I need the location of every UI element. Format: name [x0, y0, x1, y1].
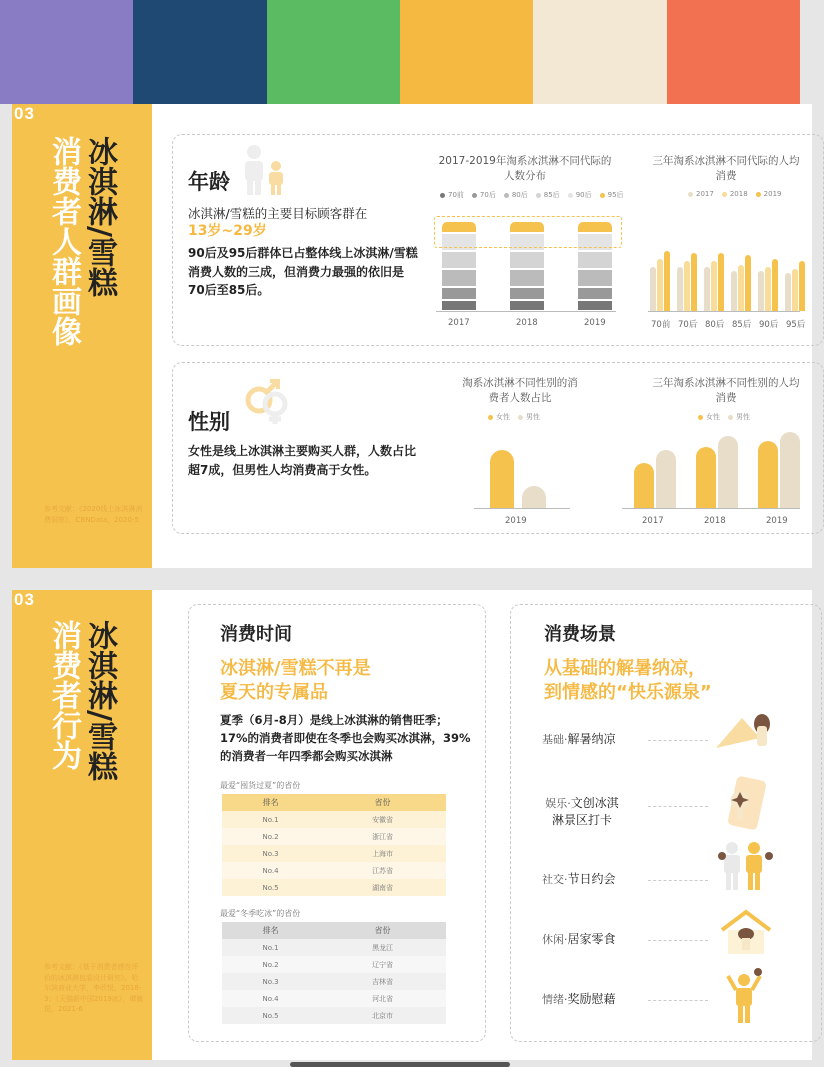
legend-item: 95后: [600, 190, 624, 200]
swatch-green: [267, 0, 400, 104]
scene-item-basic: 基础·解暑纳凉: [542, 732, 616, 746]
scene-connector: [648, 740, 708, 741]
table-header: 排名 省份: [222, 922, 446, 939]
scene-connector: [648, 880, 708, 881]
table-row: No.5 湖南省: [222, 879, 446, 896]
gender-share-bar: [522, 486, 546, 508]
grouped-bar: [745, 255, 751, 311]
chart4-x-label: 2019: [766, 516, 788, 526]
section-subtitle: 冰淇淋/雪糕: [82, 136, 117, 297]
age-line1: 冰淇淋/雪糕的主要目标顾客群在: [188, 206, 368, 221]
table-row: No.2 辽宁省: [222, 956, 446, 973]
swatch-purple: [0, 0, 133, 104]
swatch-navy: [133, 0, 266, 104]
age-highlight: 13岁~29岁: [188, 223, 267, 239]
chart4-x-label: 2017: [642, 516, 664, 526]
grouped-bar: [792, 269, 798, 311]
grouped-bar: [765, 267, 771, 311]
grouped-bar: [711, 261, 717, 311]
grouped-bar: [677, 267, 683, 311]
table-row: No.4 江苏省: [222, 862, 446, 879]
scene-item-entertainment: 娱乐·文创冰淇淋景区打卡: [545, 796, 619, 827]
chart4-legend: [698, 412, 750, 422]
stacked-segment: [442, 270, 476, 286]
gender-body: 女性是线上冰淇淋主要购买人群，人数占比超7成，但男性人均消费高于女性。: [188, 444, 417, 477]
gender-spend-bar: [634, 463, 654, 508]
chart1-x-label: 2017: [448, 318, 470, 328]
family-icon: [240, 144, 290, 196]
grouped-bar: [650, 267, 656, 311]
chart1-legend: [440, 190, 624, 200]
scene-item-leisure: 休闲·居家零食: [542, 932, 616, 946]
legend-item: 80后: [504, 190, 528, 200]
chart2-legend: [688, 190, 781, 198]
couple-icon: [714, 840, 776, 892]
scene-heading: 消费场景: [544, 624, 616, 645]
chart3-x-label: 2019: [505, 516, 527, 526]
chart2-x-label: 95后: [786, 320, 806, 330]
gender-spend-bar: [780, 432, 800, 509]
grouped-bar: [738, 265, 744, 311]
legend-item: 女性: [488, 412, 510, 422]
legend-item: 2019: [756, 190, 782, 198]
chart4-x-label: 2018: [704, 516, 726, 526]
stacked-segment: [578, 270, 612, 286]
gender-share-bar: [490, 450, 514, 508]
cheering-person-icon: [724, 968, 764, 1026]
chart1-x-label: 2018: [516, 318, 538, 328]
table-row: No.4 河北省: [222, 990, 446, 1007]
legend-item: 2018: [722, 190, 748, 198]
grouped-bar: [785, 273, 791, 311]
time-highlight-2: 夏天的专属品: [220, 682, 328, 703]
highlight-frame: [434, 216, 622, 248]
swatch-coral: [667, 0, 800, 104]
house-ice-cream-icon: [718, 908, 774, 956]
stacked-segment: [442, 288, 476, 300]
gender-spend-bar: [656, 450, 676, 509]
stacked-segment: [510, 270, 544, 286]
table-row: No.3 上海市: [222, 845, 446, 862]
chart3-legend: [488, 412, 540, 422]
stacked-segment: [578, 288, 612, 300]
legend-item: 2017: [688, 190, 714, 198]
chart4-axis: [622, 508, 800, 509]
grouped-bar: [758, 271, 764, 311]
gender-spend-bar: [718, 436, 738, 508]
legend-item: 女性: [698, 412, 720, 422]
section-subtitle: 冰淇淋/雪糕: [82, 620, 117, 781]
gender-spend-bar: [696, 447, 716, 508]
legend-item: 85后: [536, 190, 560, 200]
summer-province-table: [222, 794, 446, 896]
chart3-axis: [474, 508, 570, 509]
table-row: No.3 吉林省: [222, 973, 446, 990]
table-row: No.2 浙江省: [222, 828, 446, 845]
section-sidebar: [12, 590, 152, 1060]
grouped-bar: [657, 259, 663, 311]
stacked-segment: [510, 288, 544, 300]
grouped-bar: [731, 271, 737, 311]
legend-item: 90后: [568, 190, 592, 200]
table2-title: 最爱“冬季吃冰”的省份: [220, 909, 301, 918]
table-row: No.1 黑龙江: [222, 939, 446, 956]
chart2-title: 三年淘系冰淇淋不同代际的人均消费: [652, 155, 800, 183]
age-line2: 90后及95后群体已占整体线上冰淇淋/雪糕消费人数的三成，但消费力最强的依旧是70后至85后。: [188, 246, 418, 298]
legend-item: 70前: [440, 190, 464, 200]
grouped-bar: [691, 253, 697, 311]
consumer-profile-page: [12, 104, 812, 568]
section-title: 消费者人群画像: [46, 136, 81, 346]
grouped-bar: [704, 267, 710, 311]
stacked-segment: [442, 252, 476, 268]
table-row: No.5 北京市: [222, 1007, 446, 1024]
legend-item: 70后: [472, 190, 496, 200]
reference-note: 参考文献：《2020线上冰淇淋消费洞察》，CBNData，2020-5: [44, 505, 143, 524]
scene-highlight-1: 从基础的解暑纳凉，: [544, 658, 706, 679]
consumer-behavior-page: [12, 590, 812, 1060]
scene-connector: [648, 940, 708, 941]
legend-item: 男性: [728, 412, 750, 422]
table-header: 排名 省份: [222, 794, 446, 811]
grouped-bar: [684, 261, 690, 311]
time-heading: 消费时间: [220, 624, 292, 645]
section-number: 03: [14, 104, 35, 123]
scene-connector: [648, 806, 708, 807]
chart1-title: 2017-2019年淘系冰淇淋不同代际的人数分布: [438, 155, 612, 183]
time-body: 夏季（6月-8月）是线上冰淇淋的销售旺季；17%的消费者即使在冬季也会购买冰淇淋，39%的消费者一年四季都会购买冰淇淋: [220, 713, 471, 763]
grouped-bar: [664, 251, 670, 311]
gender-symbols-icon: [237, 376, 297, 426]
phone-ice-cream-icon: [720, 776, 768, 830]
chart2-x-label: 70前: [651, 320, 671, 330]
scene-connector: [648, 1000, 708, 1001]
chart2-x-label: 85后: [732, 320, 752, 330]
ice-cream-flag-icon: [712, 710, 772, 752]
color-palette: [0, 0, 800, 104]
winter-province-table: [222, 922, 446, 1024]
grouped-bar: [799, 261, 805, 311]
table1-title: 最爱“囤货过夏”的省份: [220, 781, 301, 790]
stacked-segment: [442, 301, 476, 310]
reference-note: 参考文献：《基于消费者感性评价的冰淇淋包装设计研究》，哈尔滨商业大学，李欣悦，2018-3；《天猫新中国2019冰》，谭敏悦，2021-6: [44, 963, 144, 1013]
stacked-segment: [510, 252, 544, 268]
chart2-x-label: 80后: [705, 320, 725, 330]
scrollbar[interactable]: [290, 1062, 510, 1067]
grouped-bar: [718, 253, 724, 311]
scene-item-emotion: 情绪·奖励慰藉: [542, 992, 616, 1006]
gender-spend-bar: [758, 441, 778, 509]
gender-heading: 性别: [188, 410, 230, 434]
scene-item-social: 社交·节日约会: [542, 872, 616, 886]
chart4-title: 三年淘系冰淇淋不同性别的人均消费: [652, 377, 800, 405]
swatch-cream: [533, 0, 666, 104]
stacked-segment: [510, 301, 544, 310]
section-title: 消费者行为: [46, 620, 81, 770]
stacked-segment: [578, 301, 612, 310]
table-row: No.1 安徽省: [222, 811, 446, 828]
chart3-title: 淘系冰淇淋不同性别的消费者人数占比: [462, 377, 578, 405]
section-sidebar: [12, 104, 152, 568]
chart2-x-label: 90后: [759, 320, 779, 330]
grouped-bar: [772, 259, 778, 311]
swatch-yellow: [400, 0, 533, 104]
scene-highlight-2: 到情感的“快乐源泉”: [544, 682, 712, 703]
age-heading: 年龄: [188, 170, 230, 194]
legend-item: 男性: [518, 412, 540, 422]
chart1-x-label: 2019: [584, 318, 606, 328]
chart2-axis: [648, 311, 800, 312]
chart2-x-label: 70后: [678, 320, 698, 330]
chart1-axis: [436, 311, 616, 312]
stacked-segment: [578, 252, 612, 268]
time-highlight-1: 冰淇淋/雪糕不再是: [220, 658, 371, 679]
section-number: 03: [14, 590, 35, 609]
